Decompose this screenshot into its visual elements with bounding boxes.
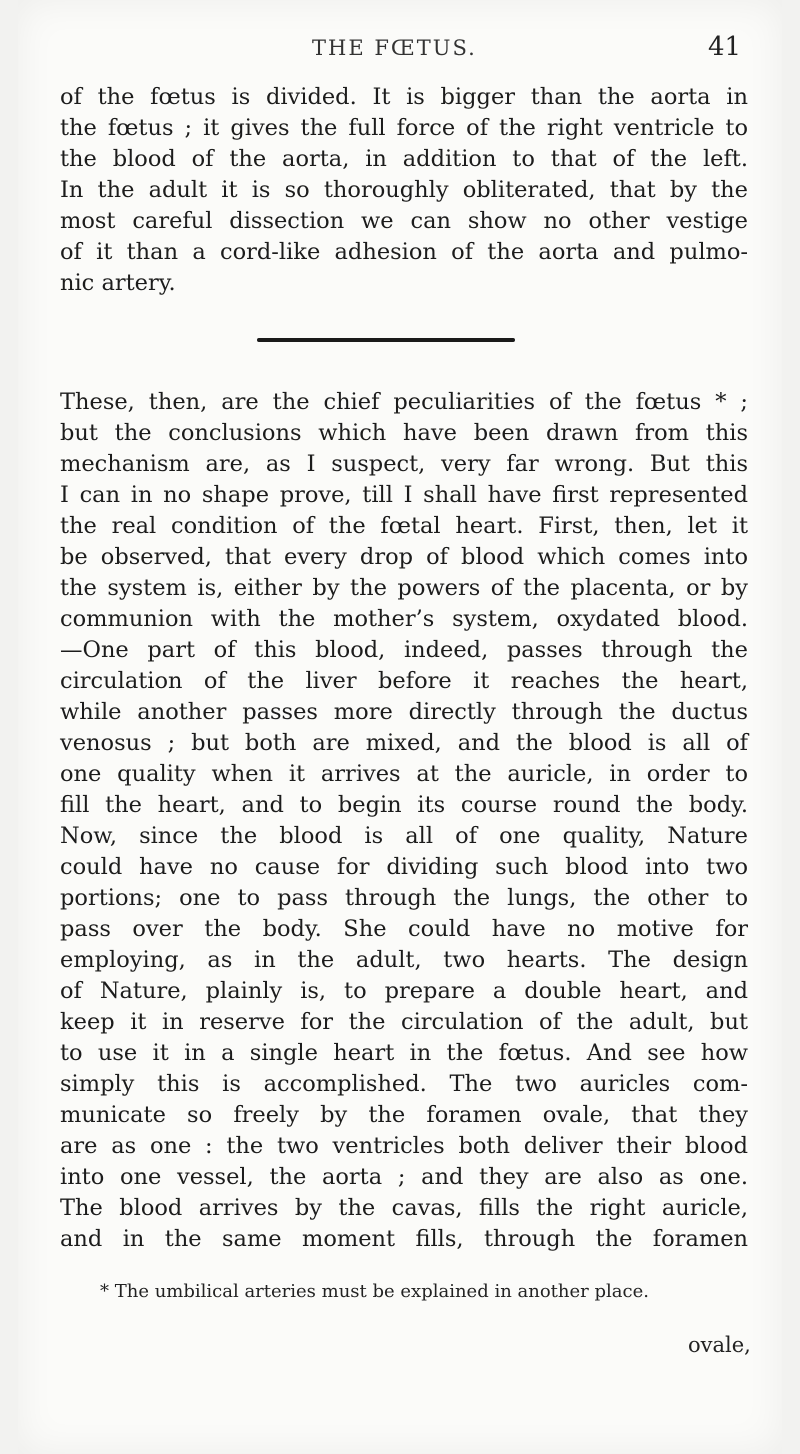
text-line: one quality when it arrives at the auricle, in order to — [60, 761, 748, 787]
footnote: * The umbilical arteries must be explained in another place. — [100, 1281, 649, 1302]
text-line: most careful dissection we can show no other vestige — [60, 208, 748, 234]
text-line: the blood of the aorta, in addition to that of the left. — [60, 146, 748, 172]
text-line: municate so freely by the foramen ovale, that they — [60, 1102, 748, 1128]
text-line: the system is, either by the powers of the placenta, or by — [60, 575, 748, 601]
text-line: could have no cause for dividing such blood into two — [60, 854, 748, 880]
paragraph-2 — [60, 387, 748, 1255]
text-line: and in the same moment fills, through the foramen — [60, 1226, 748, 1252]
text-line: keep it in reserve for the circulation of the adult, but — [60, 1009, 748, 1035]
page-number: 41 — [708, 32, 742, 62]
text-line: while another passes more directly through the ductus — [60, 699, 748, 725]
text-line: In the adult it is so thoroughly obliterated, that by the — [60, 177, 748, 203]
text-line: communion with the mother’s system, oxydated blood. — [60, 606, 748, 632]
text-line: simply this is accomplished. The two auricles com- — [60, 1071, 748, 1097]
text-line: pass over the body. She could have no motive for — [60, 916, 748, 942]
text-line: be observed, that every drop of blood which comes into — [60, 544, 748, 570]
text-line: but the conclusions which have been drawn from this — [60, 420, 748, 446]
text-line: nic artery. — [60, 270, 176, 296]
text-line: of Nature, plainly is, to prepare a double heart, and — [60, 978, 748, 1004]
paragraph-1 — [60, 82, 748, 299]
text-line: are as one : the two ventricles both deliver their blood — [60, 1133, 748, 1159]
text-line: These, then, are the chief peculiarities of the fœtus * ; — [60, 389, 748, 415]
running-head: THE FŒTUS. — [312, 36, 477, 60]
text-line: to use it in a single heart in the fœtus. And see how — [60, 1040, 748, 1066]
text-line: Now, since the blood is all of one quality, Nature — [60, 823, 748, 849]
text-line: fill the heart, and to begin its course round the body. — [60, 792, 748, 818]
text-line: I can in no shape prove, till I shall have first represented — [60, 482, 748, 508]
text-line: of the fœtus is divided. It is bigger than the aorta in — [60, 84, 748, 110]
text-line: the real condition of the fœtal heart. First, then, let it — [60, 513, 748, 539]
text-line: —One part of this blood, indeed, passes through the — [60, 637, 748, 663]
section-divider — [257, 338, 515, 342]
text-line: portions; one to pass through the lungs, the other to — [60, 885, 748, 911]
text-line: circulation of the liver before it reaches the heart, — [60, 668, 748, 694]
page-header — [0, 32, 800, 66]
text-line: employing, as in the adult, two hearts. The design — [60, 947, 748, 973]
text-line: The blood arrives by the cavas, fills the right auricle, — [60, 1195, 748, 1221]
text-line: the fœtus ; it gives the full force of the right ventricle to — [60, 115, 748, 141]
text-line: mechanism are, as I suspect, very far wrong. But this — [60, 451, 748, 477]
catchword: ovale, — [688, 1333, 751, 1357]
text-line: venosus ; but both are mixed, and the blood is all of — [60, 730, 748, 756]
text-line: of it than a cord-like adhesion of the aorta and pulmo- — [60, 239, 748, 265]
text-line: into one vessel, the aorta ; and they are also as one. — [60, 1164, 748, 1190]
